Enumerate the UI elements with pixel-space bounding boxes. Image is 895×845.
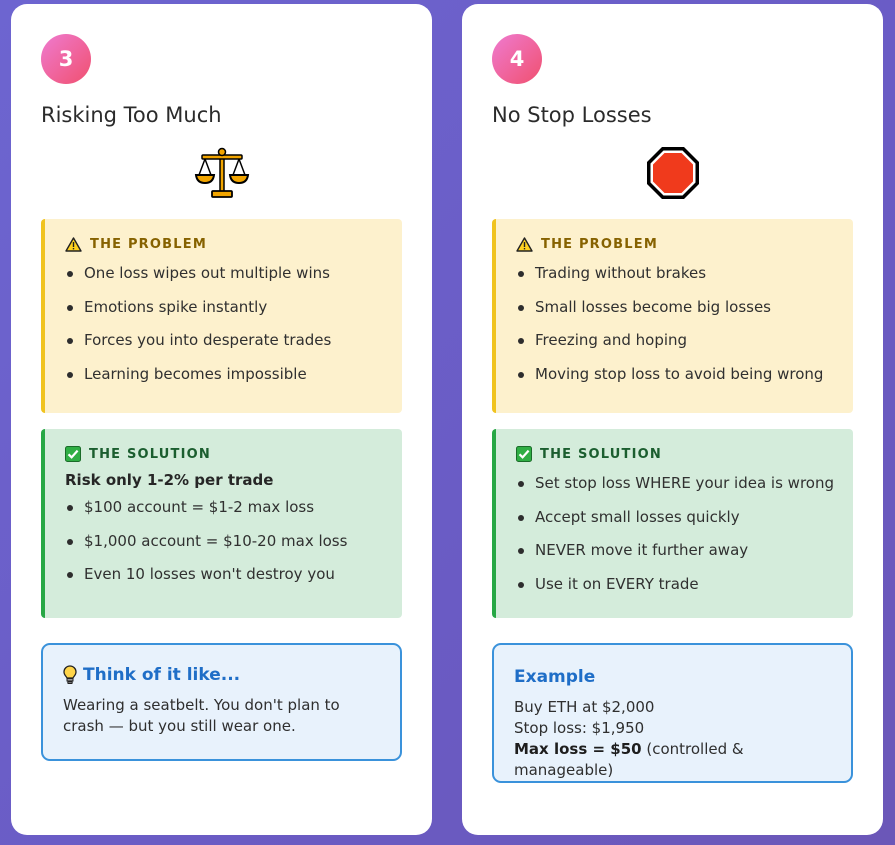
list-item: One loss wipes out multiple wins bbox=[65, 257, 386, 291]
scales-icon bbox=[41, 143, 402, 203]
list-item: Small losses become big losses bbox=[516, 291, 837, 325]
list-item: Emotions spike instantly bbox=[65, 291, 386, 325]
problem-heading: THE PROBLEM bbox=[541, 236, 658, 252]
list-item: Learning becomes impossible bbox=[65, 358, 386, 392]
lesson-card-risking-too-much bbox=[11, 4, 432, 835]
problem-list bbox=[65, 257, 386, 391]
max-loss-note: (controlled & manageable) bbox=[514, 740, 744, 779]
light-bulb-icon bbox=[63, 665, 77, 685]
warning-icon bbox=[516, 237, 533, 252]
problem-box bbox=[41, 219, 402, 413]
list-item: Use it on EVERY trade bbox=[516, 568, 837, 602]
check-mark-icon bbox=[516, 446, 532, 462]
stop-sign-icon bbox=[492, 143, 853, 203]
max-loss-value: Max loss = $50 bbox=[514, 740, 642, 758]
example-line bbox=[514, 739, 831, 781]
list-item: NEVER move it further away bbox=[516, 534, 837, 568]
step-number-badge: 3 bbox=[41, 34, 91, 84]
list-item: Freezing and hoping bbox=[516, 324, 837, 358]
list-item: Accept small losses quickly bbox=[516, 501, 837, 535]
example-line: Stop loss: $1,950 bbox=[514, 719, 645, 737]
example-line: Buy ETH at $2,000 bbox=[514, 698, 655, 716]
list-item: Forces you into desperate trades bbox=[65, 324, 386, 358]
solution-list bbox=[516, 467, 837, 601]
list-item: Trading without brakes bbox=[516, 257, 837, 291]
list-item: Set stop loss WHERE your idea is wrong bbox=[516, 467, 837, 501]
analogy-heading: Think of it like... bbox=[83, 665, 241, 685]
step-number-badge: 4 bbox=[492, 34, 542, 84]
check-mark-icon bbox=[65, 446, 81, 462]
card-title: Risking Too Much bbox=[41, 103, 222, 127]
solution-list bbox=[65, 491, 386, 592]
card-title: No Stop Losses bbox=[492, 103, 652, 127]
solution-subheading: Risk only 1-2% per trade bbox=[65, 471, 274, 489]
warning-icon bbox=[65, 237, 82, 252]
list-item: $100 account = $1-2 max loss bbox=[65, 491, 386, 525]
solution-box bbox=[41, 429, 402, 618]
problem-box bbox=[492, 219, 853, 413]
problem-heading: THE PROBLEM bbox=[90, 236, 207, 252]
lesson-card-no-stop-losses bbox=[462, 4, 883, 835]
solution-heading: THE SOLUTION bbox=[540, 446, 662, 462]
list-item: $1,000 account = $10-20 max loss bbox=[65, 525, 386, 559]
solution-box bbox=[492, 429, 853, 618]
list-item: Moving stop loss to avoid being wrong bbox=[516, 358, 837, 392]
example-heading: Example bbox=[514, 667, 596, 687]
analogy-box bbox=[41, 643, 402, 761]
analogy-text: Wearing a seatbelt. You don't plan to crash — but you still wear one. bbox=[63, 696, 340, 735]
example-box bbox=[492, 643, 853, 783]
problem-list bbox=[516, 257, 837, 391]
list-item: Even 10 losses won't destroy you bbox=[65, 558, 386, 592]
solution-heading: THE SOLUTION bbox=[89, 446, 211, 462]
